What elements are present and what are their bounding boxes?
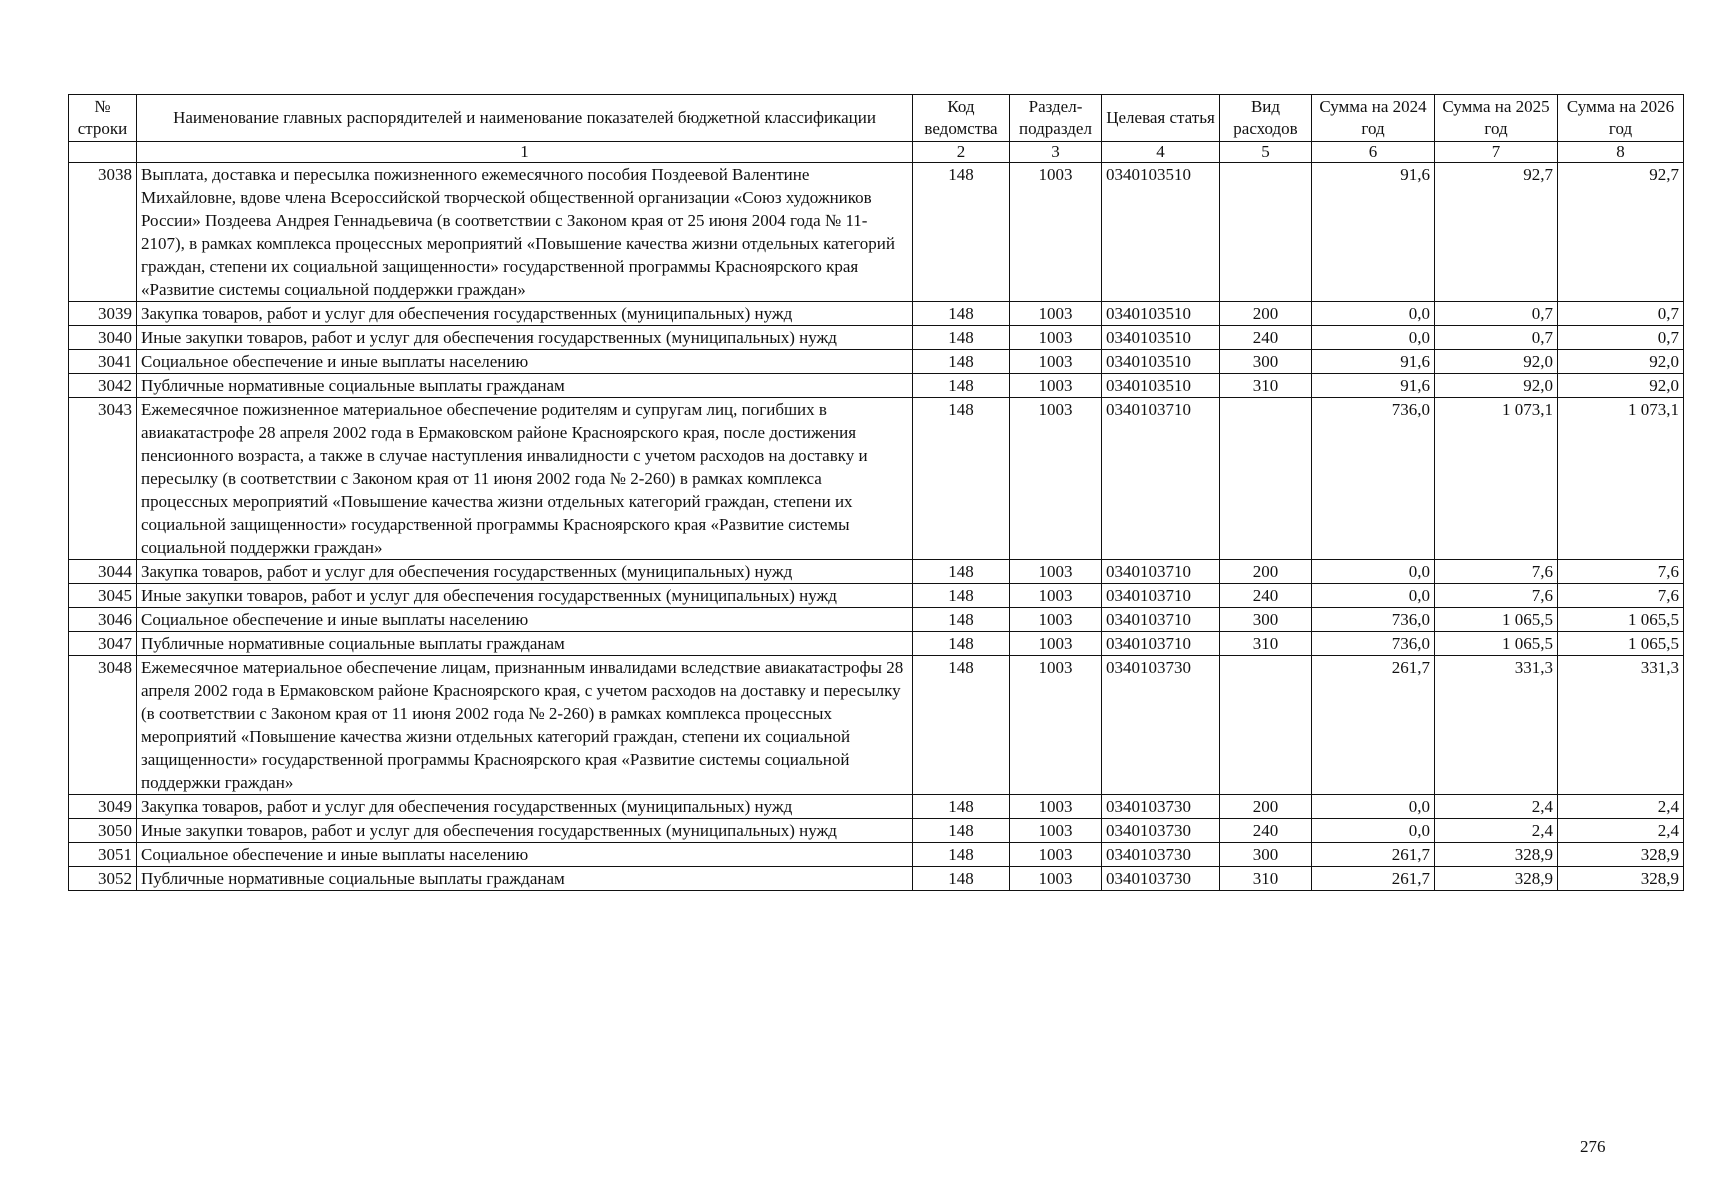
row-section: 1003 bbox=[1010, 374, 1102, 398]
row-sum-2025: 92,7 bbox=[1435, 163, 1558, 302]
row-name: Иные закупки товаров, работ и услуг для обеспечения государственных (муниципальных) нужд bbox=[137, 584, 913, 608]
row-number: 3044 bbox=[69, 560, 137, 584]
row-sum-2024: 0,0 bbox=[1312, 326, 1435, 350]
row-expense-type bbox=[1220, 656, 1312, 795]
row-name: Социальное обеспечение и иные выплаты населению bbox=[137, 350, 913, 374]
row-sum-2025: 2,4 bbox=[1435, 819, 1558, 843]
row-number: 3050 bbox=[69, 819, 137, 843]
row-sum-2025: 0,7 bbox=[1435, 326, 1558, 350]
column-number: 2 bbox=[913, 142, 1010, 163]
row-sum-2026: 92,0 bbox=[1558, 374, 1684, 398]
row-sum-2025: 331,3 bbox=[1435, 656, 1558, 795]
row-number: 3042 bbox=[69, 374, 137, 398]
row-name: Публичные нормативные социальные выплаты гражданам bbox=[137, 632, 913, 656]
row-sum-2026: 7,6 bbox=[1558, 560, 1684, 584]
row-name: Публичные нормативные социальные выплаты гражданам bbox=[137, 867, 913, 891]
row-sum-2024: 736,0 bbox=[1312, 398, 1435, 560]
row-name: Закупка товаров, работ и услуг для обеспечения государственных (муниципальных) нужд bbox=[137, 795, 913, 819]
row-section: 1003 bbox=[1010, 819, 1102, 843]
row-sum-2024: 0,0 bbox=[1312, 302, 1435, 326]
table-header-row bbox=[69, 95, 1684, 142]
row-sum-2026: 328,9 bbox=[1558, 867, 1684, 891]
row-target: 0340103710 bbox=[1102, 584, 1220, 608]
row-target: 0340103510 bbox=[1102, 326, 1220, 350]
column-numbers-row bbox=[69, 142, 1684, 163]
row-target: 0340103710 bbox=[1102, 608, 1220, 632]
table-row bbox=[69, 350, 1684, 374]
row-name: Закупка товаров, работ и услуг для обеспечения государственных (муниципальных) нужд bbox=[137, 560, 913, 584]
row-target: 0340103710 bbox=[1102, 560, 1220, 584]
header-name: Наименование главных распорядителей и наименование показателей бюджетной классификации bbox=[137, 95, 913, 142]
table-row bbox=[69, 163, 1684, 302]
header-sum-2025: Сумма на 2025 год bbox=[1435, 95, 1558, 142]
row-sum-2025: 0,7 bbox=[1435, 302, 1558, 326]
row-sum-2024: 91,6 bbox=[1312, 374, 1435, 398]
row-expense-type bbox=[1220, 163, 1312, 302]
row-sum-2024: 736,0 bbox=[1312, 632, 1435, 656]
row-target: 0340103730 bbox=[1102, 867, 1220, 891]
column-number: 8 bbox=[1558, 142, 1684, 163]
row-dept-code: 148 bbox=[913, 795, 1010, 819]
column-number: 3 bbox=[1010, 142, 1102, 163]
row-section: 1003 bbox=[1010, 302, 1102, 326]
row-name: Социальное обеспечение и иные выплаты населению bbox=[137, 843, 913, 867]
row-section: 1003 bbox=[1010, 326, 1102, 350]
row-target: 0340103510 bbox=[1102, 302, 1220, 326]
row-dept-code: 148 bbox=[913, 584, 1010, 608]
table-row bbox=[69, 843, 1684, 867]
row-dept-code: 148 bbox=[913, 560, 1010, 584]
row-section: 1003 bbox=[1010, 163, 1102, 302]
row-expense-type: 300 bbox=[1220, 608, 1312, 632]
row-number: 3043 bbox=[69, 398, 137, 560]
row-target: 0340103730 bbox=[1102, 795, 1220, 819]
header-expense-type: Вид расходов bbox=[1220, 95, 1312, 142]
row-sum-2026: 7,6 bbox=[1558, 584, 1684, 608]
row-number: 3048 bbox=[69, 656, 137, 795]
row-target: 0340103710 bbox=[1102, 398, 1220, 560]
row-sum-2026: 1 065,5 bbox=[1558, 632, 1684, 656]
column-number: 5 bbox=[1220, 142, 1312, 163]
row-expense-type: 200 bbox=[1220, 795, 1312, 819]
row-sum-2025: 7,6 bbox=[1435, 584, 1558, 608]
row-sum-2025: 1 065,5 bbox=[1435, 608, 1558, 632]
row-name: Ежемесячное материальное обеспечение лицам, признанным инвалидами вследствие авиакатастрофы 28 апреля 2002 года в Ермаковском районе Красноярского края, с учетом расходов на доставку и пересылку (в соответствии с Законом края от 11 июня 2002 года № 2-260) в рамках комплекса процессных мероприятий «Повышение качества жизни отдельных категорий граждан, степени их социальной защищенности» государственной программы Красноярского края «Развитие системы социальной поддержки граждан» bbox=[137, 656, 913, 795]
row-number: 3049 bbox=[69, 795, 137, 819]
row-sum-2026: 1 073,1 bbox=[1558, 398, 1684, 560]
row-dept-code: 148 bbox=[913, 302, 1010, 326]
row-expense-type: 240 bbox=[1220, 819, 1312, 843]
row-target: 0340103730 bbox=[1102, 843, 1220, 867]
row-name: Иные закупки товаров, работ и услуг для обеспечения государственных (муниципальных) нужд bbox=[137, 326, 913, 350]
row-number: 3040 bbox=[69, 326, 137, 350]
row-number: 3039 bbox=[69, 302, 137, 326]
row-expense-type: 200 bbox=[1220, 560, 1312, 584]
table-row bbox=[69, 584, 1684, 608]
row-section: 1003 bbox=[1010, 350, 1102, 374]
row-sum-2025: 2,4 bbox=[1435, 795, 1558, 819]
row-number: 3047 bbox=[69, 632, 137, 656]
row-expense-type: 200 bbox=[1220, 302, 1312, 326]
header-row-no: № строки bbox=[69, 95, 137, 142]
row-sum-2025: 92,0 bbox=[1435, 374, 1558, 398]
column-number-blank bbox=[69, 142, 137, 163]
row-sum-2024: 0,0 bbox=[1312, 560, 1435, 584]
row-sum-2025: 328,9 bbox=[1435, 843, 1558, 867]
table-row bbox=[69, 560, 1684, 584]
row-sum-2026: 0,7 bbox=[1558, 302, 1684, 326]
row-dept-code: 148 bbox=[913, 867, 1010, 891]
row-expense-type: 240 bbox=[1220, 584, 1312, 608]
row-dept-code: 148 bbox=[913, 350, 1010, 374]
row-target: 0340103510 bbox=[1102, 350, 1220, 374]
row-number: 3052 bbox=[69, 867, 137, 891]
row-section: 1003 bbox=[1010, 398, 1102, 560]
row-sum-2024: 0,0 bbox=[1312, 795, 1435, 819]
row-target: 0340103730 bbox=[1102, 656, 1220, 795]
row-name: Выплата, доставка и пересылка пожизненного ежемесячного пособия Поздеевой Валентине Михайловне, вдове члена Всероссийской творческой общественной организации «Союз художников России» Поздеева Андрея Геннадьевича (в соответствии с Законом края от 25 июня 2004 года № 11-2107), в рамках комплекса процессных мероприятий «Повышение качества жизни отдельных категорий граждан, степени их социальной защищенности» государственной программы Красноярского края «Развитие системы социальной поддержки граждан» bbox=[137, 163, 913, 302]
row-number: 3051 bbox=[69, 843, 137, 867]
row-sum-2025: 92,0 bbox=[1435, 350, 1558, 374]
table-row bbox=[69, 374, 1684, 398]
table-row bbox=[69, 398, 1684, 560]
row-section: 1003 bbox=[1010, 656, 1102, 795]
table-row bbox=[69, 795, 1684, 819]
row-sum-2024: 736,0 bbox=[1312, 608, 1435, 632]
row-target: 0340103710 bbox=[1102, 632, 1220, 656]
row-sum-2024: 91,6 bbox=[1312, 163, 1435, 302]
row-sum-2026: 92,0 bbox=[1558, 350, 1684, 374]
row-section: 1003 bbox=[1010, 608, 1102, 632]
column-number: 4 bbox=[1102, 142, 1220, 163]
row-section: 1003 bbox=[1010, 795, 1102, 819]
row-expense-type: 300 bbox=[1220, 843, 1312, 867]
column-number: 6 bbox=[1312, 142, 1435, 163]
row-section: 1003 bbox=[1010, 560, 1102, 584]
row-sum-2025: 1 073,1 bbox=[1435, 398, 1558, 560]
table-row bbox=[69, 326, 1684, 350]
row-sum-2024: 261,7 bbox=[1312, 843, 1435, 867]
row-name: Иные закупки товаров, работ и услуг для обеспечения государственных (муниципальных) нужд bbox=[137, 819, 913, 843]
row-section: 1003 bbox=[1010, 867, 1102, 891]
row-expense-type: 310 bbox=[1220, 867, 1312, 891]
row-expense-type: 300 bbox=[1220, 350, 1312, 374]
row-number: 3046 bbox=[69, 608, 137, 632]
row-section: 1003 bbox=[1010, 632, 1102, 656]
row-dept-code: 148 bbox=[913, 819, 1010, 843]
row-number: 3041 bbox=[69, 350, 137, 374]
table-row bbox=[69, 632, 1684, 656]
row-number: 3038 bbox=[69, 163, 137, 302]
row-sum-2024: 261,7 bbox=[1312, 656, 1435, 795]
row-dept-code: 148 bbox=[913, 374, 1010, 398]
row-sum-2025: 328,9 bbox=[1435, 867, 1558, 891]
row-name: Закупка товаров, работ и услуг для обеспечения государственных (муниципальных) нужд bbox=[137, 302, 913, 326]
row-sum-2024: 0,0 bbox=[1312, 584, 1435, 608]
row-expense-type: 310 bbox=[1220, 374, 1312, 398]
row-sum-2026: 2,4 bbox=[1558, 795, 1684, 819]
row-section: 1003 bbox=[1010, 584, 1102, 608]
column-number: 1 bbox=[137, 142, 913, 163]
row-section: 1003 bbox=[1010, 843, 1102, 867]
table-row bbox=[69, 867, 1684, 891]
header-sum-2026: Сумма на 2026 год bbox=[1558, 95, 1684, 142]
row-sum-2026: 2,4 bbox=[1558, 819, 1684, 843]
row-name: Публичные нормативные социальные выплаты гражданам bbox=[137, 374, 913, 398]
table-row bbox=[69, 819, 1684, 843]
row-dept-code: 148 bbox=[913, 326, 1010, 350]
table-body bbox=[69, 163, 1684, 891]
header-target: Целевая статья bbox=[1102, 95, 1220, 142]
row-expense-type: 240 bbox=[1220, 326, 1312, 350]
row-sum-2026: 92,7 bbox=[1558, 163, 1684, 302]
row-dept-code: 148 bbox=[913, 163, 1010, 302]
row-target: 0340103510 bbox=[1102, 374, 1220, 398]
row-target: 0340103510 bbox=[1102, 163, 1220, 302]
row-sum-2024: 261,7 bbox=[1312, 867, 1435, 891]
row-expense-type bbox=[1220, 398, 1312, 560]
row-sum-2026: 331,3 bbox=[1558, 656, 1684, 795]
row-dept-code: 148 bbox=[913, 843, 1010, 867]
table-row bbox=[69, 608, 1684, 632]
page-number: 276 bbox=[1580, 1137, 1606, 1156]
row-number: 3045 bbox=[69, 584, 137, 608]
table-row bbox=[69, 656, 1684, 795]
row-sum-2026: 0,7 bbox=[1558, 326, 1684, 350]
row-dept-code: 148 bbox=[913, 398, 1010, 560]
table-row bbox=[69, 302, 1684, 326]
row-sum-2024: 91,6 bbox=[1312, 350, 1435, 374]
column-number: 7 bbox=[1435, 142, 1558, 163]
header-dept-code: Код ведомства bbox=[913, 95, 1010, 142]
row-dept-code: 148 bbox=[913, 656, 1010, 795]
row-target: 0340103730 bbox=[1102, 819, 1220, 843]
row-name: Ежемесячное пожизненное материальное обеспечение родителям и супругам лиц, погибших в авиакатастрофе 28 апреля 2002 года в Ермаковском районе Красноярского края, после достижения пенсионного возраста, а также в случае наступления инвалидности с учетом расходов на доставку и пересылку (в соответствии с Законом края от 11 июня 2002 года № 2-260) в рамках комплекса процессных мероприятий «Повышение качества жизни отдельных категорий граждан, степени их социальной защищенности» государственной программы Красноярского края «Развитие системы социальной поддержки граждан» bbox=[137, 398, 913, 560]
row-name: Социальное обеспечение и иные выплаты населению bbox=[137, 608, 913, 632]
header-section: Раздел- подраздел bbox=[1010, 95, 1102, 142]
row-dept-code: 148 bbox=[913, 608, 1010, 632]
row-dept-code: 148 bbox=[913, 632, 1010, 656]
row-sum-2025: 7,6 bbox=[1435, 560, 1558, 584]
header-sum-2024: Сумма на 2024 год bbox=[1312, 95, 1435, 142]
row-sum-2026: 328,9 bbox=[1558, 843, 1684, 867]
row-expense-type: 310 bbox=[1220, 632, 1312, 656]
budget-table bbox=[68, 94, 1684, 891]
row-sum-2026: 1 065,5 bbox=[1558, 608, 1684, 632]
row-sum-2025: 1 065,5 bbox=[1435, 632, 1558, 656]
row-sum-2024: 0,0 bbox=[1312, 819, 1435, 843]
